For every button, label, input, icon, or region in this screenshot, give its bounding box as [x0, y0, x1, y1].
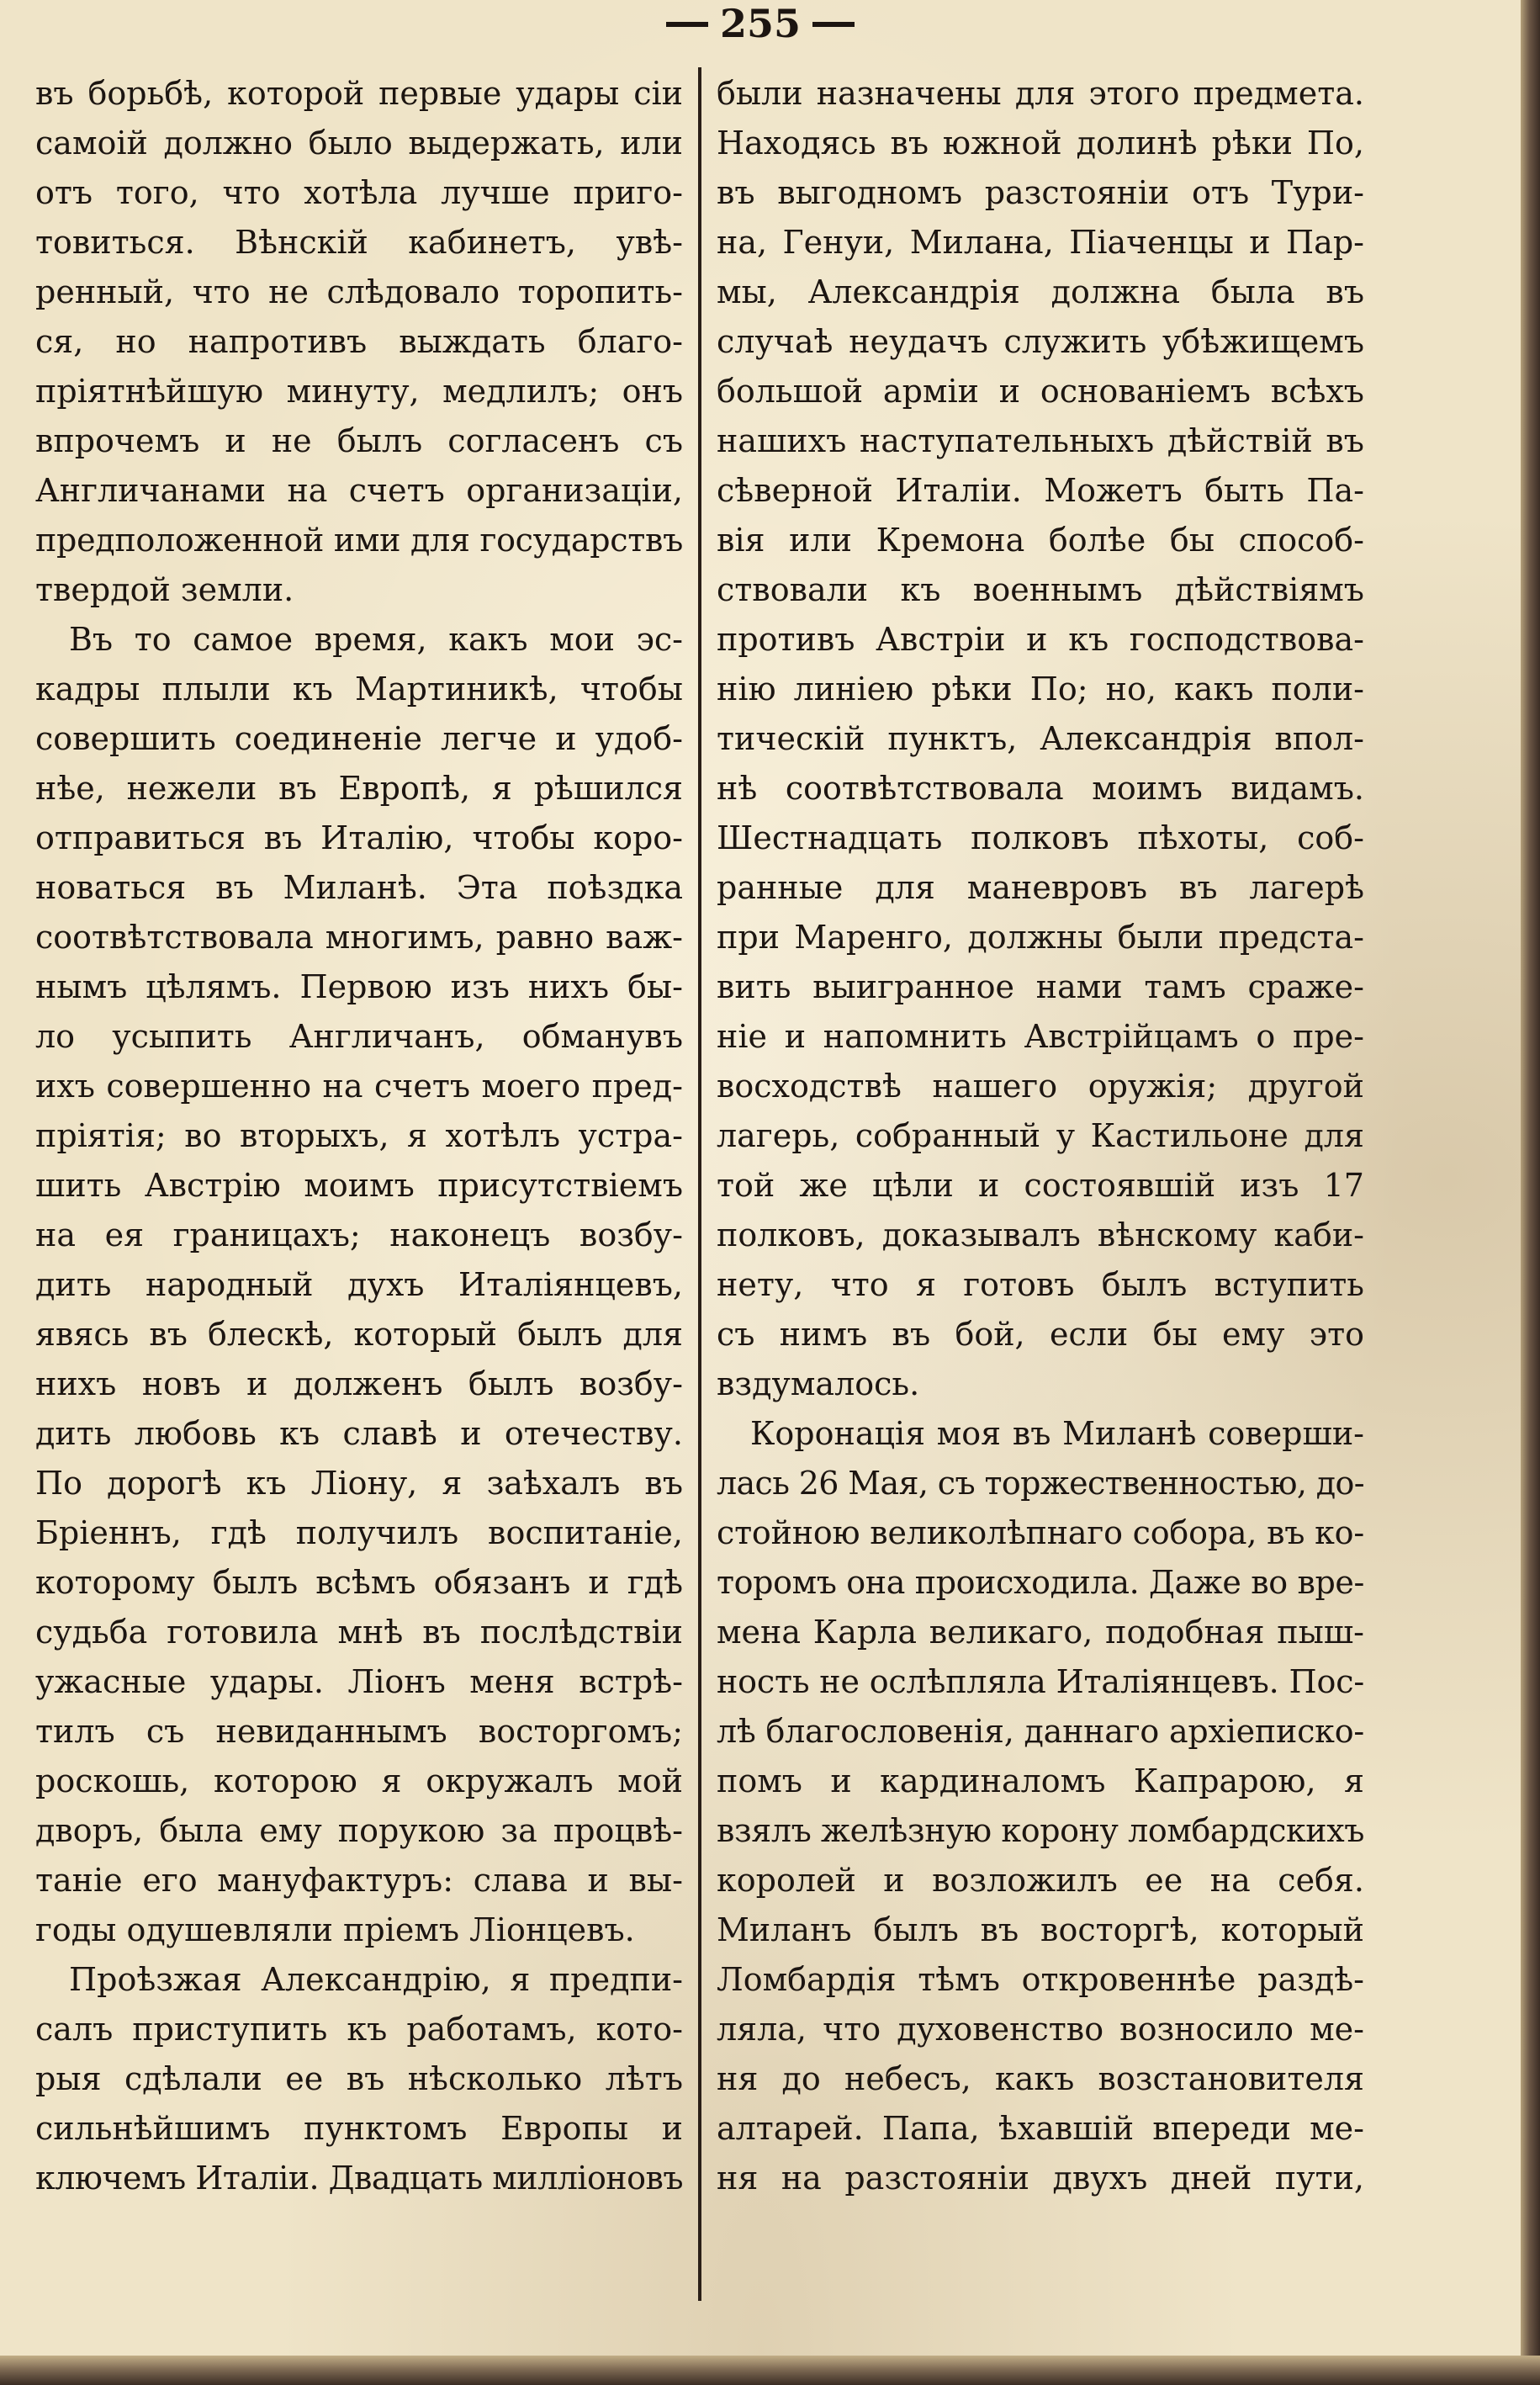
page-edge-right [1521, 0, 1540, 2385]
text-line: салъ приступить къ работамъ, кото- [35, 2011, 683, 2048]
text-line: отъ того, что хотѣла лучше приго- [35, 174, 683, 211]
text-line: съ нимъ въ бой, если бы ему это [717, 1316, 1364, 1353]
text-line: сѣверной Италiи. Можетъ быть Па- [717, 472, 1364, 509]
text-line: нiю линiею рѣки По; но, какъ поли- [717, 670, 1364, 708]
text-line: лѣ благословенiя, даннаго архiеписко- [717, 1713, 1364, 1750]
text-line: нiе и напомнить Австрiйцамъ о пре- [717, 1018, 1364, 1055]
text-line: которому былъ всѣмъ обязанъ и гдѣ [35, 1564, 683, 1601]
text-line: лась 26 Мая, съ торжественностью, до- [717, 1465, 1364, 1502]
text-line: лагерь, собранный у Кастильоне для [717, 1117, 1364, 1154]
text-line: при Маренго, должны были предста- [717, 919, 1364, 956]
text-line: соотвѣтствовала многимъ, равно важ- [35, 919, 683, 956]
text-line: прiятнѣйшую минуту, медлилъ; онъ [35, 373, 683, 410]
text-line: Англичанами на счетъ организацiи, [35, 472, 683, 509]
text-line: дить любовь къ славѣ и отечеству. [35, 1415, 683, 1452]
text-line: явясь въ блескѣ, который былъ для [35, 1316, 683, 1353]
text-line: вить выигранное нами тамъ сраже- [717, 968, 1364, 1005]
text-line: отправиться въ Италiю, чтобы коро- [35, 819, 683, 856]
text-line: Шестнадцать полковъ пѣхоты, соб- [717, 819, 1364, 856]
text-line: вздумалось. [717, 1365, 920, 1402]
text-line: на ея границахъ; наконецъ возбу- [35, 1216, 683, 1253]
text-line: дить народный духъ Италiянцевъ, [35, 1266, 683, 1303]
text-line: большой армiи и основанiемъ всѣхъ [717, 373, 1364, 410]
text-line: алтарей. Папа, ѣхавшiй впереди ме- [717, 2110, 1364, 2147]
text-line: ренный, что не слѣдовало торопить- [35, 273, 683, 310]
text-line: нѣе, нежели въ Европѣ, я рѣшился [35, 770, 683, 807]
text-line: полковъ, доказывалъ вѣнскому каби- [717, 1216, 1364, 1253]
text-line: прiятiя; во вторыхъ, я хотѣлъ устра- [35, 1117, 683, 1154]
text-line: новаться въ Миланѣ. Эта поѣздка [35, 869, 683, 906]
text-line: Коронацiя моя въ Миланѣ соверши- [750, 1415, 1364, 1452]
text-line: тилъ съ невиданнымъ восторгомъ; [35, 1713, 683, 1750]
text-line: ся, но напротивъ выждать благо- [35, 323, 683, 360]
text-line: въ борьбѣ, которой первые удары сiи [35, 75, 683, 112]
text-line: ня до небесъ, какъ возстановителя [717, 2060, 1364, 2097]
text-line: дворъ, была ему порукою за процвѣ- [35, 1812, 683, 1849]
text-line: ужасные удары. Лiонъ меня встрѣ- [35, 1663, 683, 1700]
text-line: Въ то самое время, какъ мои эс- [69, 621, 683, 658]
text-line: мы, Александрiя должна была въ [717, 273, 1364, 310]
text-line: Проѣзжая Александрiю, я предпи- [69, 1961, 683, 1998]
text-line: мена Карла великаго, подобная пыш- [717, 1614, 1364, 1651]
text-line: стойною великолѣпнаго собора, въ ко- [717, 1514, 1364, 1551]
text-line: кадры плыли къ Мартиникѣ, чтобы [35, 670, 683, 708]
text-line: твердой земли. [35, 571, 294, 608]
column-rule [698, 67, 701, 2301]
text-line: ность не ослѣпляла Италiянцевъ. Пос- [717, 1663, 1364, 1700]
page-header [0, 0, 1521, 47]
text-line: Ломбардiя тѣмъ откровеннѣе раздѣ- [717, 1961, 1364, 1998]
text-line: тическiй пунктъ, Александрiя впол- [717, 720, 1364, 757]
text-line: случаѣ неудачъ служить убѣжищемъ [717, 323, 1364, 360]
text-line: совершить соединенiе легче и удоб- [35, 720, 683, 757]
text-line: взялъ желѣзную корону ломбардскихъ [717, 1812, 1364, 1849]
text-line: королей и возложилъ ее на себя. [717, 1862, 1364, 1899]
text-line: судьба готовила мнѣ въ послѣдствiи [35, 1614, 683, 1651]
text-line: были назначены для этого предмета. [717, 75, 1364, 112]
text-line: той же цѣли и состоявшiй изъ 17 [717, 1167, 1364, 1204]
text-line: ляла, что духовенство возносило ме- [717, 2011, 1364, 2048]
text-line: вiя или Кремона болѣе бы способ- [717, 522, 1364, 559]
text-line: ня на разстоянiи двухъ дней пути, [717, 2160, 1364, 2197]
text-line: шить Австрiю моимъ присутствiемъ [35, 1167, 683, 1204]
text-line: рыя сдѣлали ее въ нѣсколько лѣтъ [35, 2060, 683, 2097]
text-line: помъ и кардиналомъ Капрарою, я [717, 1762, 1364, 1799]
text-line: предположенной ими для государствъ [35, 522, 683, 559]
text-line: товиться. Вѣнскiй кабинетъ, увѣ- [35, 224, 683, 261]
text-line: восходствѣ нашего оружiя; другой [717, 1068, 1364, 1105]
header-dash-right [812, 22, 855, 27]
text-line: на, Генуи, Милана, Пiаченцы и Пар- [717, 224, 1364, 261]
text-line: торомъ она происходила. Даже во вре- [717, 1564, 1364, 1601]
text-line: Брiеннъ, гдѣ получилъ воспитанiе, [35, 1514, 683, 1551]
text-line: самоiй должно было выдержать, или [35, 125, 683, 162]
text-line: нету, что я готовъ былъ вступить [717, 1266, 1364, 1303]
text-line: По дорогѣ къ Лiону, я заѣхалъ въ [35, 1465, 683, 1502]
text-line: ключемъ Италiи. Двадцать миллiоновъ [35, 2160, 683, 2197]
text-line: сильнѣйшимъ пунктомъ Европы и [35, 2110, 683, 2147]
text-line: впрочемъ и не былъ согласенъ съ [35, 422, 683, 459]
text-line: роскошь, которою я окружалъ мой [35, 1762, 683, 1799]
text-line: годы одушевляли прiемъ Лiонцевъ. [35, 1911, 635, 1948]
text-line: ранные для маневровъ въ лагерѣ [717, 869, 1364, 906]
text-line: танiе его мануфактуръ: слава и вы- [35, 1862, 683, 1899]
text-line: Миланъ былъ въ восторгѣ, который [717, 1911, 1364, 1948]
text-line: ихъ совершенно на счетъ моего пред- [35, 1068, 683, 1105]
header-dash-left [666, 22, 708, 27]
left-text-column [35, 69, 683, 2203]
text-line: ло усыпить Англичанъ, обманувъ [35, 1018, 683, 1055]
text-line: въ выгодномъ разстоянiи отъ Тури- [717, 174, 1364, 211]
text-line: противъ Австрiи и къ господствова- [717, 621, 1364, 658]
text-line: нѣ соотвѣтствовала моимъ видамъ. [717, 770, 1364, 807]
page-edge-bottom [0, 2356, 1540, 2385]
text-line: нашихъ наступательныхъ дѣйствiй въ [717, 422, 1364, 459]
page-number: 255 [719, 1, 802, 46]
text-line: Находясь въ южной долинѣ рѣки По, [717, 125, 1364, 162]
text-line: нымъ цѣлямъ. Первою изъ нихъ бы- [35, 968, 683, 1005]
text-line: нихъ новъ и долженъ былъ возбу- [35, 1365, 683, 1402]
text-line: ствовали къ военнымъ дѣйствiямъ [717, 571, 1364, 608]
right-text-column [717, 69, 1364, 2203]
